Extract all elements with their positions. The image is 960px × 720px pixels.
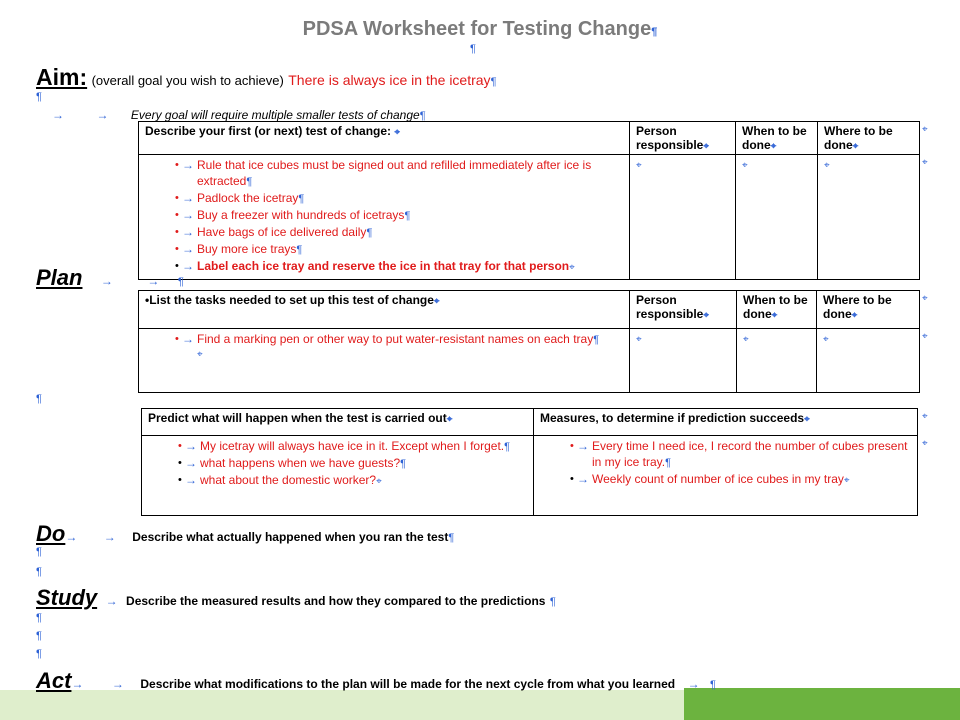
pilcrow-mark: ¶ bbox=[448, 532, 455, 544]
study-label: Study bbox=[36, 585, 98, 610]
pilcrow-mark: ¶ bbox=[404, 210, 411, 222]
table-body-cell bbox=[139, 329, 630, 393]
table-body-cell bbox=[817, 329, 920, 393]
pilcrow-mark: ¶ bbox=[36, 91, 42, 103]
header-text: Predict what will happen when the test is carried out bbox=[148, 411, 447, 425]
tab-arrow: → bbox=[147, 274, 160, 288]
tab-arrow: → bbox=[577, 472, 589, 486]
cell-mark: ⌖ bbox=[197, 349, 203, 360]
bullet-mark: • bbox=[175, 209, 179, 221]
list-item-text: Weekly count of number of ice cubes in my tray bbox=[592, 472, 844, 486]
list-item-text: what happens when we have guests? bbox=[200, 456, 401, 470]
tab-arrow: → bbox=[182, 259, 194, 273]
list-item-text: Buy more ice trays bbox=[197, 242, 297, 256]
table-body-cell bbox=[736, 155, 818, 280]
cell-mark: ⌖ bbox=[852, 141, 859, 152]
header-text: Person responsible bbox=[636, 124, 704, 152]
list-item bbox=[148, 438, 527, 455]
cell-mark: ⌖ bbox=[433, 296, 440, 307]
do-row bbox=[36, 521, 454, 547]
aim-goal: There is always ice in the icetray bbox=[288, 72, 491, 88]
list-item-text: Every time I need ice, I record the number of cubes present in my ice tray. bbox=[592, 439, 908, 469]
cell-mark: ⌖ bbox=[824, 160, 830, 171]
pilcrow-mark: ¶ bbox=[36, 612, 42, 624]
header-text: Describe your first (or next) test of change: bbox=[145, 124, 392, 138]
row-end-mark: ⌖ bbox=[922, 157, 928, 168]
list-item-text: Padlock the icetray bbox=[197, 191, 299, 205]
table-header-cell bbox=[534, 409, 918, 436]
cell-mark: ⌖ bbox=[851, 310, 858, 321]
pilcrow-mark: ¶ bbox=[651, 26, 658, 38]
do-label: Do bbox=[36, 521, 66, 546]
row-end-mark: ⌖ bbox=[922, 438, 928, 449]
tab-arrow: → bbox=[185, 439, 197, 453]
header-text: Where to be done bbox=[824, 124, 893, 152]
cell-mark: ⌖ bbox=[394, 127, 401, 138]
tab-arrow: → bbox=[182, 208, 194, 222]
cell-mark: ⌖ bbox=[446, 414, 453, 425]
bullet-mark: • bbox=[178, 457, 182, 469]
row-end-mark: ⌖ bbox=[922, 293, 928, 304]
aim-row bbox=[36, 64, 496, 91]
header-text: Where to be done bbox=[823, 293, 892, 321]
tab-arrow: → bbox=[182, 225, 194, 239]
tab-arrow: → bbox=[105, 594, 118, 608]
pilcrow-mark: ¶ bbox=[36, 546, 42, 558]
tab-arrow: → bbox=[182, 191, 194, 205]
plan-label: Plan bbox=[36, 265, 83, 290]
bullet-mark: • bbox=[175, 226, 179, 238]
tab-arrow: → bbox=[182, 332, 194, 346]
pilcrow-mark: ¶ bbox=[36, 393, 42, 405]
pilcrow-mark: ¶ bbox=[36, 630, 42, 642]
plan-row bbox=[36, 265, 184, 291]
cell-mark: ⌖ bbox=[703, 310, 709, 321]
bullet-mark: • bbox=[570, 473, 574, 485]
list-item bbox=[145, 331, 623, 348]
pilcrow-mark: ⌖ bbox=[569, 262, 575, 273]
list-item bbox=[145, 241, 623, 258]
pilcrow-mark: ¶ bbox=[36, 648, 42, 660]
pilcrow-mark: ¶ bbox=[366, 227, 373, 239]
bullet-mark: • bbox=[178, 440, 182, 452]
page-title bbox=[0, 18, 960, 41]
tab-arrow: → bbox=[71, 677, 84, 691]
pilcrow-mark: ¶ bbox=[593, 334, 600, 346]
table-header-cell bbox=[142, 409, 534, 436]
table-body-cell bbox=[534, 436, 918, 516]
list-item-text: Buy a freezer with hundreds of icetrays bbox=[197, 208, 405, 222]
tab-arrow: → bbox=[577, 439, 589, 453]
pilcrow-mark: ¶ bbox=[470, 43, 476, 55]
bullet-mark: • bbox=[175, 243, 179, 255]
table-header-cell bbox=[817, 291, 920, 329]
tab-arrow: → bbox=[111, 677, 124, 691]
list-item bbox=[145, 258, 623, 276]
list-item bbox=[148, 455, 527, 472]
row-end-mark: ⌖ bbox=[922, 124, 928, 135]
prediction-table bbox=[141, 408, 918, 516]
study-row bbox=[36, 585, 556, 611]
bullet-mark: • bbox=[570, 440, 574, 452]
bullet-mark: • bbox=[175, 159, 179, 171]
header-text: When to be done bbox=[742, 124, 807, 152]
pilcrow-mark: ¶ bbox=[490, 76, 497, 88]
tab-arrow: → bbox=[687, 677, 700, 691]
act-label: Act bbox=[36, 668, 72, 693]
footer-band-accent bbox=[684, 688, 960, 720]
test-of-change-table bbox=[138, 121, 920, 280]
table-header-cell bbox=[139, 291, 630, 329]
header-text: Measures, to determine if prediction succeeds bbox=[540, 411, 805, 425]
table-header-cell bbox=[630, 122, 736, 155]
tab-arrow: → bbox=[182, 158, 194, 172]
task-list-table bbox=[138, 290, 920, 393]
row-end-mark: ⌖ bbox=[922, 411, 928, 422]
header-text: When to be done bbox=[743, 293, 808, 321]
task-list bbox=[145, 331, 623, 348]
pilcrow-mark: ⌖ bbox=[843, 475, 850, 486]
row-end-mark: ⌖ bbox=[922, 331, 928, 342]
bullet-mark: • bbox=[178, 474, 182, 486]
cell-mark: ⌖ bbox=[804, 414, 810, 425]
bullet-mark: • bbox=[175, 260, 179, 272]
cell-mark: ⌖ bbox=[742, 160, 748, 171]
cell-mark: ⌖ bbox=[636, 334, 642, 345]
list-item-text: Label each ice tray and reserve the ice in that tray for that person bbox=[197, 259, 570, 273]
header-text: Person responsible bbox=[636, 293, 704, 321]
table-body-cell bbox=[142, 436, 534, 516]
table-body-cell bbox=[630, 329, 737, 393]
change-ideas-list bbox=[145, 157, 623, 276]
pilcrow-mark: ¶ bbox=[298, 193, 305, 205]
table-body-cell bbox=[139, 155, 630, 280]
bullet-mark: • bbox=[175, 192, 179, 204]
bullet-mark: • bbox=[175, 333, 179, 345]
list-item-text: Have bags of ice delivered daily bbox=[197, 225, 367, 239]
title-text: PDSA Worksheet for Testing Change bbox=[302, 18, 652, 40]
list-item-text: Find a marking pen or other way to put water-resistant names on each tray bbox=[197, 332, 594, 346]
tab-arrow: → bbox=[103, 530, 116, 544]
cell-mark: ⌖ bbox=[743, 334, 749, 345]
list-item bbox=[145, 157, 623, 190]
table-header-cell bbox=[139, 122, 630, 155]
list-item-text: what about the domestic worker? bbox=[200, 473, 377, 487]
pilcrow-mark: ⌖ bbox=[376, 476, 382, 487]
pilcrow-mark: ¶ bbox=[549, 596, 556, 608]
pilcrow-mark: ¶ bbox=[504, 441, 511, 453]
table-body-cell bbox=[737, 329, 817, 393]
table-header-cell bbox=[736, 122, 818, 155]
list-item-text: My icetray will always have ice in it. Except when I forget. bbox=[200, 439, 505, 453]
list-item-text: Rule that ice cubes must be signed out and refilled immediately after ice is extracted bbox=[197, 158, 592, 188]
header-text: List the tasks needed to set up this test of change bbox=[149, 293, 434, 307]
tab-arrow: → bbox=[185, 473, 197, 487]
pilcrow-mark: ¶ bbox=[177, 276, 184, 288]
measures-list bbox=[540, 438, 911, 489]
tab-arrow: → bbox=[185, 456, 197, 470]
list-item bbox=[148, 472, 527, 490]
pilcrow-mark: ¶ bbox=[36, 566, 42, 578]
list-item bbox=[540, 471, 911, 489]
cell-mark: ⌖ bbox=[636, 160, 642, 171]
predictions-list bbox=[148, 438, 527, 490]
tab-arrow: → bbox=[65, 530, 78, 544]
footer-band-light bbox=[0, 690, 684, 720]
aim-label: Aim: bbox=[36, 64, 88, 90]
aim-description: (overall goal you wish to achieve) bbox=[91, 73, 284, 88]
tab-arrow: → bbox=[96, 108, 109, 122]
list-item bbox=[540, 438, 911, 471]
table-header-cell bbox=[737, 291, 817, 329]
cell-mark: ⌖ bbox=[770, 141, 777, 152]
pilcrow-mark: ¶ bbox=[296, 244, 303, 256]
pilcrow-mark: ¶ bbox=[665, 457, 672, 469]
tab-arrow: → bbox=[100, 274, 113, 288]
pilcrow-mark: ¶ bbox=[419, 110, 426, 122]
study-text: Describe the measured results and how they compared to the predictions bbox=[126, 594, 546, 608]
table-header-cell bbox=[818, 122, 920, 155]
list-item bbox=[145, 224, 623, 241]
pilcrow-mark: ¶ bbox=[246, 176, 253, 188]
act-row bbox=[36, 668, 716, 694]
table-header-cell bbox=[630, 291, 737, 329]
table-body-cell bbox=[630, 155, 736, 280]
pilcrow-mark: ¶ bbox=[710, 679, 716, 691]
tab-arrow: → bbox=[182, 242, 194, 256]
act-text: Describe what modifications to the plan will be made for the next cycle from what you learned bbox=[140, 677, 676, 691]
cell-mark: ⌖ bbox=[771, 310, 778, 321]
goal-note-text: Every goal will require multiple smaller tests of change bbox=[130, 108, 420, 122]
cell-mark: ⌖ bbox=[703, 141, 709, 152]
tab-arrow: → bbox=[52, 108, 64, 122]
list-item bbox=[145, 207, 623, 224]
pilcrow-mark: ¶ bbox=[400, 458, 407, 470]
do-text: Describe what actually happened when you ran the test bbox=[132, 530, 449, 544]
list-item bbox=[145, 190, 623, 207]
table-body-cell bbox=[818, 155, 920, 280]
cell-mark: ⌖ bbox=[823, 334, 829, 345]
bullet-mark: • bbox=[145, 293, 150, 307]
